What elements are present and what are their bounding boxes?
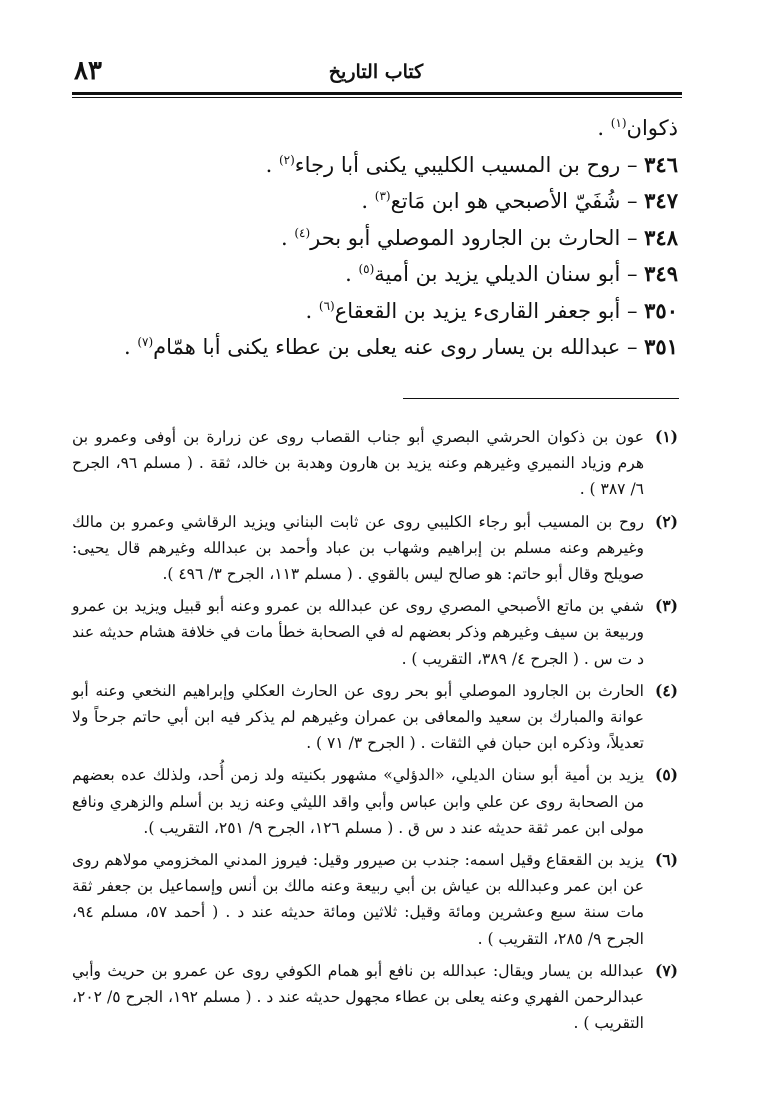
footnote-text: عبدالله بن يسار ويقال: عبدالله بن نافع أبو همام الكوفي روى عن عمرو بن حريث وأبي عبدالرحمن الفهري وعنه يعلى بن عطاء مجهول حديثه عند د . ( مسلم ١٩٢، الجرح ٥/ ٢٠٢، التقريب ) . xyxy=(72,961,645,1033)
entry-line: ٣٤٦ – روح بن المسيب الكليبي يكنى أبا رجاء$^{(٢)}$ . xyxy=(265,151,678,177)
page-header xyxy=(70,56,682,90)
footnote-separator xyxy=(403,398,679,399)
footnote-ref: (٤) xyxy=(294,225,311,240)
footnote xyxy=(72,958,678,1037)
entry-line: ٣٤٧ – شُفَيّ الأصبحي هو ابن مَاتع$^{(٣)}$ . xyxy=(361,188,678,213)
footnote-text: شفي بن ماتع الأصبحي المصري روى عن عبدالله بن عمرو وعنه أبو قبيل ويزيد بن عمرو وربيعة بن سيف وغيرهم وذكر بعضهم له في الصحابة خطأ مات في خلافة هشام حديثه عند د ت س . ( الجرح ٤/ ٣٨٩، التقريب ) . xyxy=(72,597,644,668)
running-title: كتاب التاريخ xyxy=(328,61,424,83)
footnote-number: (٧) xyxy=(654,960,678,980)
footnote xyxy=(72,424,678,503)
footnote-text: روح بن المسيب أبو رجاء الكليبي روى عن ثابت البناني ويزيد الرقاشي وعمرو بن مالك وغيرهم وعنه مسلم بن إبراهيم وشهاب بن عباد وأحمد بن عبدالله وغيرهم قال يحيى: صويلح وقال أبو حاتم: هو صالح ليس بالقوي . ( مسلم ١١٣، الجرح ٣/ ٤٩٦ ). xyxy=(72,512,644,584)
entry-line: ٣٤٩ – أبو سنان الديلي يزيد بن أمية$^{(٥)}$ . xyxy=(345,261,678,286)
footnote xyxy=(72,593,678,672)
footnote xyxy=(72,847,678,952)
footnote-number: (٢) xyxy=(654,511,678,531)
footnote xyxy=(72,678,678,757)
footnote-ref: (٧) xyxy=(137,335,154,349)
entry-line: ٣٤٨ – الحارث بن الجارود الموصلي أبو بحر$^{(٤)}$ . xyxy=(280,224,678,250)
footnote-number: (١) xyxy=(654,427,678,446)
footnote-number: (٥) xyxy=(654,765,678,785)
footnote-text: الحارث بن الجارود الموصلي أبو بحر روى عن الحارث العكلي وإبراهيم النخعي وعنه أبو عوانة والمبارك بن سعيد والمعافى بن عمران وغيرهم لم يذكر فيه ابن أبي حاتم جرحاً ولا تعديلاً، وذكره ابن حبان في الثقات . ( الجرح ٣/ ٧١ ) . xyxy=(72,681,644,753)
footnote-number: (٤) xyxy=(654,680,678,700)
footnote-number: (٦) xyxy=(654,850,678,870)
footnote-ref: (٦) xyxy=(318,298,335,313)
footnote-number: (٣) xyxy=(654,596,678,616)
footnotes-list xyxy=(72,424,678,1042)
entry-line: ذكوان$^{(١)}$ . xyxy=(597,116,678,140)
footnote xyxy=(72,509,678,588)
footnote-text: يزيد بن القعقاع وقيل اسمه: جندب بن صيرور وقيل: فيروز المدني المخزومي مولاهم روى عن ابن عمر وعبدالله بن عياش بن أبي ربيعة وعنه مالك بن أنس وإسماعيل بن جعفر ثقة مات سنة سبع وعشرين ومائة وقيل: ثلاثين ومائة حديثه عند د . ( أحمد ٥٧، مسلم ٩٤، الجرح ٩/ ٢٨٥، التقريب ) . xyxy=(72,851,645,948)
footnote xyxy=(72,762,678,841)
entries-list xyxy=(78,110,678,366)
entry-line: ٣٥٠ – أبو جعفر القارىء يزيد بن القعقاع$^{(٦)}$ . xyxy=(305,297,678,323)
footnote-ref: (٥) xyxy=(358,262,375,276)
footnote-ref: (١) xyxy=(610,116,627,130)
entry-line: ٣٥١ – عبدالله بن يسار روى عنه يعلى بن عطاء يكنى أبا همّام$^{(٧)}$ . xyxy=(123,334,678,359)
footnote-text: عون بن ذكوان الحرشي البصري أبو جناب القصاب روى عن زرارة بن أوفى وعمرو بن هرم وزياد النميري وغيرهم وعنه يزيد بن هارون وهدبة بن خالد، ثقة . ( مسلم ٩٦، الجرح ٦/ ٣٨٧ ) . xyxy=(72,428,644,499)
footnote-ref: (٢) xyxy=(278,152,295,167)
footnote-text: يزيد بن أمية أبو سنان الديلي، «الدؤلي» مشهور بكنيته ولد زمن أُحد، ولذلك عده بعضهم من الصحابة روى عن علي وابن عباس وأبي واقد الليثي وعنه زيد بن أسلم والزهري ونافع مولى ابن عمر ثقة حديثه عند د س ق . ( مسلم ١٢٦، الجرح ٩/ ٢٥١، التقريب ). xyxy=(72,766,644,837)
header-rule xyxy=(72,92,682,98)
footnote-ref: (٣) xyxy=(374,189,391,203)
page-number: ٨٣ xyxy=(74,56,102,86)
